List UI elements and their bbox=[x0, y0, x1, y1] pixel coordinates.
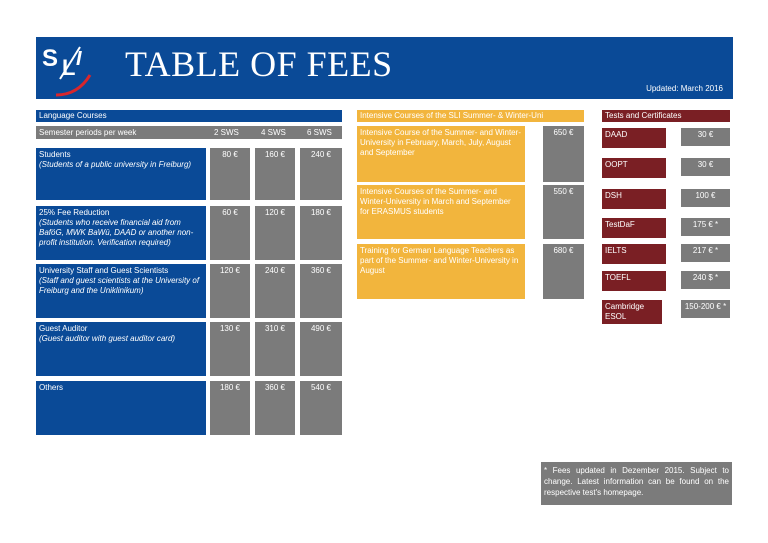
fee-others-2sws: 180 € bbox=[210, 381, 250, 435]
fee-reduction-2sws: 60 € bbox=[210, 206, 250, 260]
fee-students-6sws: 240 € bbox=[300, 148, 342, 200]
course-subtitle: (Guest auditor with guest auditor card) bbox=[39, 334, 176, 343]
test-fee-ielts: 217 € * bbox=[681, 244, 730, 262]
fee-guest-4sws: 310 € bbox=[255, 322, 295, 376]
test-fee-daad: 30 € bbox=[681, 128, 730, 146]
fee-students-4sws: 160 € bbox=[255, 148, 295, 200]
language-courses-title: Language Courses bbox=[36, 110, 342, 122]
intensive-row-3: Training for German Language Teachers as part of the Summer- and Winter-University in August bbox=[357, 244, 525, 299]
column-2sws: 2 SWS bbox=[214, 128, 239, 137]
intensive-row-2: Intensive Courses of the Summer- and Winter-University in March and September for ERASMUS students bbox=[357, 185, 525, 239]
header-banner bbox=[36, 37, 733, 99]
fee-staff-4sws: 240 € bbox=[255, 264, 295, 318]
fee-reduction-4sws: 120 € bbox=[255, 206, 295, 260]
course-row-guest-auditor bbox=[36, 322, 206, 376]
footnote: * Fees updated in Dezember 2015. Subject to change. Latest information can be found on the respective test's homepage. bbox=[541, 462, 732, 505]
course-title: Others bbox=[39, 383, 64, 392]
fee-others-4sws: 360 € bbox=[255, 381, 295, 435]
test-fee-oopt: 30 € bbox=[681, 158, 730, 176]
logo-letter-i: I bbox=[76, 48, 82, 70]
course-subtitle: (Students who receive financial aid from BaföG, MWK BaWü, DAAD or another non-profit institution. Verification required) bbox=[39, 218, 194, 247]
test-row-oopt: OOPT bbox=[602, 158, 666, 178]
fee-students-2sws: 80 € bbox=[210, 148, 250, 200]
fee-reduction-6sws: 180 € bbox=[300, 206, 342, 260]
course-title: 25% Fee Reduction bbox=[39, 208, 110, 217]
course-row-fee-reduction bbox=[36, 206, 206, 260]
semester-periods-header bbox=[36, 126, 342, 139]
test-fee-dsh: 100 € bbox=[681, 189, 730, 207]
course-subtitle: (Staff and guest scientists at the University of Freiburg and the Uniklinikum) bbox=[39, 276, 200, 295]
course-subtitle: (Students of a public university in Freiburg) bbox=[39, 160, 192, 169]
test-row-toefl: TOEFL bbox=[602, 271, 666, 291]
intensive-fee-3: 680 € bbox=[543, 244, 584, 299]
course-title: University Staff and Guest Scientists bbox=[39, 266, 169, 275]
fee-staff-2sws: 120 € bbox=[210, 264, 250, 318]
tests-title: Tests and Certificates bbox=[602, 110, 730, 122]
intensive-fee-2: 550 € bbox=[543, 185, 584, 239]
test-fee-toefl: 240 $ * bbox=[681, 271, 730, 289]
semester-periods-label: Semester periods per week bbox=[39, 128, 137, 137]
fee-staff-6sws: 360 € bbox=[300, 264, 342, 318]
updated-date: Updated: March 2016 bbox=[646, 84, 723, 93]
column-6sws: 6 SWS bbox=[307, 128, 332, 137]
test-row-ielts: IELTS bbox=[602, 244, 666, 264]
test-fee-cambridge: 150-200 € * bbox=[681, 300, 730, 318]
sli-logo bbox=[40, 39, 112, 99]
course-row-staff bbox=[36, 264, 206, 318]
logo-letter-s: S bbox=[42, 45, 59, 72]
test-row-testdaf: TestDaF bbox=[602, 218, 666, 238]
test-fee-testdaf: 175 € * bbox=[681, 218, 730, 236]
course-row-students bbox=[36, 148, 206, 200]
intensive-fee-1: 650 € bbox=[543, 126, 584, 182]
test-row-dsh: DSH bbox=[602, 189, 666, 209]
intensive-row-1: Intensive Course of the Summer- and Winter-University in February, March, July, August and September bbox=[357, 126, 525, 182]
fee-guest-6sws: 490 € bbox=[300, 322, 342, 376]
fee-others-6sws: 540 € bbox=[300, 381, 342, 435]
intensive-courses-title: Intensive Courses of the SLI Summer- & Winter-Uni bbox=[357, 110, 584, 122]
course-title: Guest Auditor bbox=[39, 324, 88, 333]
page-title: TABLE OF FEES bbox=[125, 44, 393, 84]
test-row-cambridge: Cambridge ESOL bbox=[602, 300, 662, 324]
course-row-others bbox=[36, 381, 206, 435]
logo-letter-l: L bbox=[62, 55, 76, 80]
column-4sws: 4 SWS bbox=[261, 128, 286, 137]
test-row-daad: DAAD bbox=[602, 128, 666, 148]
course-title: Students bbox=[39, 150, 71, 159]
fee-guest-2sws: 130 € bbox=[210, 322, 250, 376]
